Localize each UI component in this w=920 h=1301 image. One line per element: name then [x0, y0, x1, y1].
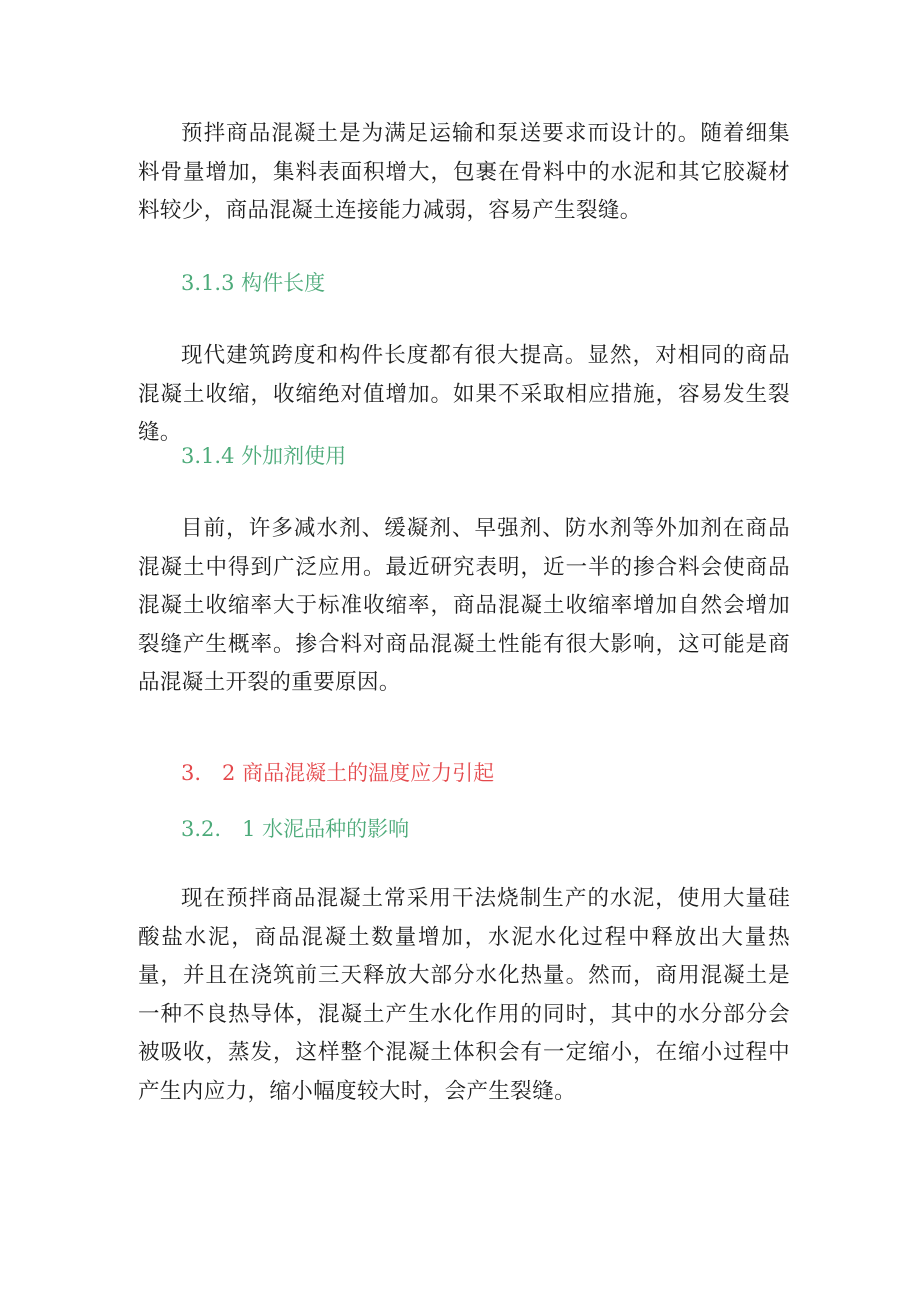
- section-heading-3-2-1: 3.2. 1 水泥品种的影响: [181, 817, 410, 841]
- paragraph-cement-type: 现在预拌商品混凝土常采用干法烧制生产的水泥，使用大量硅酸盐水泥，商品混凝土数量增加，水泥水化过程中释放出大量热量，并且在浇筑前三天释放大部分水化热量。然而，商用混凝土是一种不良热导体，混凝土产生水化作用的同时，其中的水分部分会被吸收，蒸发，这样整个混凝土体积会有一定缩小，在缩小过程中产生内应力，缩小幅度较大时，会产生裂缝。: [138, 886, 790, 1104]
- section-heading-3-1-3: 3.1.3 构件长度: [181, 271, 326, 295]
- paragraph-aggregate: 预拌商品混凝土是为满足运输和泵送要求而设计的。随着细集料骨量增加，集料表面积增大，包裹在骨料中的水泥和其它胶凝材料较少，商品混凝土连接能力减弱，容易产生裂缝。: [138, 121, 790, 223]
- paragraph-admixture: 目前，许多减水剂、缓凝剂、早强剂、防水剂等外加剂在商品混凝土中得到广泛应用。最近研究表明，近一半的掺合料会使商品混凝土收缩率大于标准收缩率，商品混凝土收缩率增加自然会增加裂缝产生概率。掺合料对商品混凝土性能有很大影响，这可能是商品混凝土开裂的重要原因。: [138, 516, 790, 695]
- section-heading-3-2: 3. 2 商品混凝土的温度应力引起: [181, 761, 495, 785]
- paragraph-member-length: 现代建筑跨度和构件长度都有很大提高。显然，对相同的商品混凝土收缩，收缩绝对值增加。如果不采取相应措施，容易发生裂缝。: [138, 343, 790, 445]
- section-heading-3-1-4: 3.1.4 外加剂使用: [181, 444, 347, 468]
